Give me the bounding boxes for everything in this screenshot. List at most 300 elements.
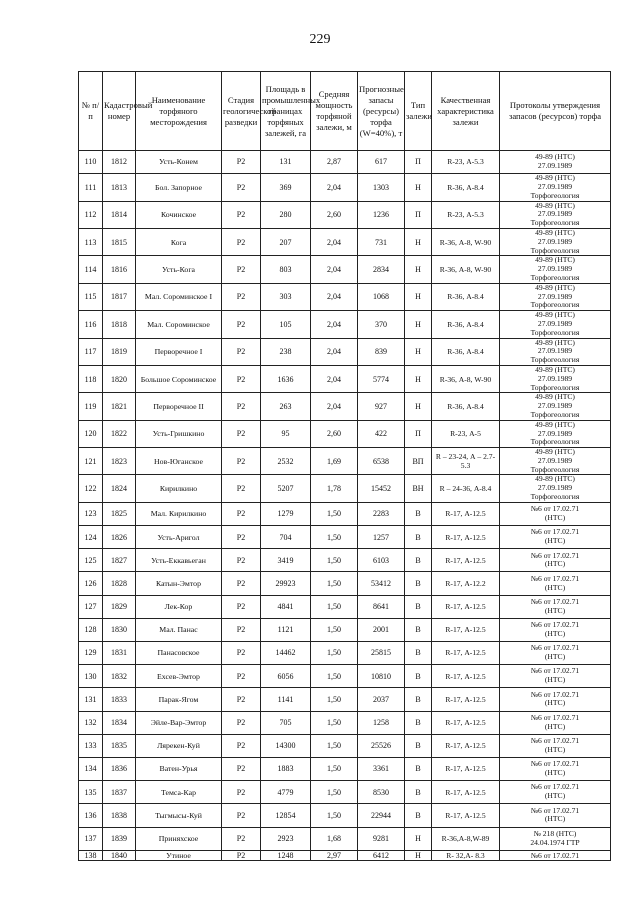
forecast-reserves-cell: 6538 [358,448,405,475]
forecast-reserves-cell: 1258 [358,711,405,734]
quality-characteristic-cell: R-17, А-12.5 [432,665,500,688]
area-cell: 14300 [261,734,311,757]
average-depth-cell: 2,87 [311,151,358,174]
protocol-cell [500,174,611,201]
quality-characteristic-cell: R-17, А-12.5 [432,711,500,734]
protocol-line: №6 от 17.02.71 [530,782,580,792]
protocol-line: Торфогеология [530,492,580,502]
forecast-reserves-cell: 22944 [358,804,405,827]
protocol-cell [500,201,611,228]
table-row [79,734,611,757]
cadastral-number-cell: 1823 [103,448,136,475]
deposit-type-cell: Н [405,393,432,420]
exploration-stage-cell: Р2 [222,804,261,827]
protocol-line: №6 от 17.02.71 [530,573,580,583]
average-depth-cell: 1,50 [311,757,358,780]
row-number-cell: 137 [79,827,103,850]
protocol-cell [500,804,611,827]
average-depth-cell: 1,50 [311,781,358,804]
average-depth-cell: 2,97 [311,850,358,860]
deposit-name-cell: Утиное [136,850,222,860]
protocol-line: Торфогеология [530,382,580,392]
protocol-line: 49-89 (НТС) [535,282,575,292]
deposit-type-cell: В [405,572,432,595]
protocol-line: 27.09.1989 [537,236,573,246]
area-cell: 369 [261,174,311,201]
protocol-line: Торфогеология [530,464,580,474]
table-row [79,781,611,804]
exploration-stage-cell: Р2 [222,549,261,572]
average-depth-cell: 1,50 [311,688,358,711]
protocol-line: 27.09.1989 [537,373,573,383]
protocol-cell [500,781,611,804]
row-number-cell: 110 [79,151,103,174]
table-row [79,711,611,734]
cadastral-number-cell: 1835 [103,734,136,757]
protocol-line: Торфогеология [530,355,580,365]
deposit-type-cell: Н [405,283,432,310]
deposit-type-cell: ВН [405,475,432,502]
cadastral-number-cell: 1832 [103,665,136,688]
exploration-stage-cell: Р2 [222,256,261,283]
exploration-stage-cell: Р2 [222,711,261,734]
forecast-reserves-cell: 5774 [358,365,405,392]
forecast-reserves-cell: 1236 [358,201,405,228]
forecast-reserves-cell: 25815 [358,642,405,665]
table-row [79,502,611,525]
protocol-cell [500,393,611,420]
column-header: Кадастровый номер [103,72,136,151]
protocol-line: 27.09.1989 [537,264,573,274]
deposit-type-cell: Н [405,365,432,392]
row-number-cell: 124 [79,526,103,549]
average-depth-cell: 1,68 [311,827,358,850]
protocol-line: Торфогеология [530,218,580,228]
page-number: 229 [309,32,331,47]
table-row [79,448,611,475]
deposit-name-cell: Перворечное I [136,338,222,365]
protocol-line: 27.09.1989 [537,346,573,356]
table-row [79,256,611,283]
average-depth-cell: 1,50 [311,618,358,641]
row-number-cell: 123 [79,502,103,525]
deposit-type-cell: Н [405,338,432,365]
quality-characteristic-cell: R-23, А-5.3 [432,151,500,174]
protocol-line: 49-89 (НТС) [535,255,575,265]
average-depth-cell: 2,04 [311,174,358,201]
column-header: Прогнозные запасы (ресурсы) торфа (W=40%), т [358,72,405,151]
row-number-cell: 116 [79,311,103,338]
table-row [79,283,611,310]
row-number-cell: 118 [79,365,103,392]
exploration-stage-cell: Р2 [222,572,261,595]
deposit-type-cell: Н [405,827,432,850]
average-depth-cell: 1,50 [311,804,358,827]
protocol-line: 27.09.1989 [537,161,573,171]
cadastral-number-cell: 1827 [103,549,136,572]
deposit-type-cell: В [405,665,432,688]
area-cell: 131 [261,151,311,174]
area-cell: 2532 [261,448,311,475]
protocol-line: (НТС) [544,675,566,685]
deposit-name-cell: Бол. Запорное [136,174,222,201]
exploration-stage-cell: Р2 [222,781,261,804]
protocol-cell [500,151,611,174]
forecast-reserves-cell: 2037 [358,688,405,711]
average-depth-cell: 2,04 [311,393,358,420]
deposit-type-cell: В [405,618,432,641]
quality-characteristic-cell: R-17, А-12.5 [432,642,500,665]
average-depth-cell: 1,50 [311,572,358,595]
protocol-cell [500,502,611,525]
deposit-type-cell: В [405,734,432,757]
quality-characteristic-cell: R-36, А-8.4 [432,393,500,420]
table-row [79,228,611,255]
protocol-cell [500,827,611,850]
cadastral-number-cell: 1821 [103,393,136,420]
quality-characteristic-cell: R-17, А-12.5 [432,549,500,572]
area-cell: 1121 [261,618,311,641]
cadastral-number-cell: 1824 [103,475,136,502]
average-depth-cell: 2,60 [311,420,358,447]
protocol-cell [500,448,611,475]
forecast-reserves-cell: 2001 [358,618,405,641]
deposit-name-cell: Кочинское [136,201,222,228]
protocol-line: №6 от 17.02.71 [530,850,580,860]
protocol-line: №6 от 17.02.71 [530,643,580,653]
average-depth-cell: 2,04 [311,256,358,283]
area-cell: 303 [261,283,311,310]
protocol-line: 49-89 (НТС) [535,392,575,402]
quality-characteristic-cell: R – 24-36, А-8.4 [432,475,500,502]
exploration-stage-cell: Р2 [222,595,261,618]
protocol-line: Торфогеология [530,437,580,447]
row-number-cell: 111 [79,174,103,201]
table-row [79,572,611,595]
protocol-line: №6 от 17.02.71 [530,666,580,676]
protocol-line: 27.09.1989 [537,483,573,493]
protocol-line: (НТС) [544,605,566,615]
row-number-cell: 120 [79,420,103,447]
row-number-cell: 134 [79,757,103,780]
forecast-reserves-cell: 6103 [358,549,405,572]
deposit-name-cell: Лярекен-Куй [136,734,222,757]
row-number-cell: 112 [79,201,103,228]
protocol-line: 27.09.1989 [537,209,573,219]
protocol-line: (НТС) [544,721,566,731]
area-cell: 105 [261,311,311,338]
protocol-cell [500,734,611,757]
table-row [79,393,611,420]
table-row [79,688,611,711]
protocol-cell [500,338,611,365]
table-row [79,549,611,572]
protocol-line: №6 от 17.02.71 [530,550,580,560]
deposit-name-cell: Катын-Эмтор [136,572,222,595]
forecast-reserves-cell: 2283 [358,502,405,525]
exploration-stage-cell: Р2 [222,151,261,174]
cadastral-number-cell: 1834 [103,711,136,734]
deposit-name-cell: Кога [136,228,222,255]
protocol-cell [500,283,611,310]
table-row [79,311,611,338]
table-row [79,420,611,447]
average-depth-cell: 1,50 [311,642,358,665]
deposit-name-cell: Усть-Гришкино [136,420,222,447]
exploration-stage-cell: Р2 [222,526,261,549]
deposit-name-cell: Усть-Аригол [136,526,222,549]
exploration-stage-cell: Р2 [222,502,261,525]
area-cell: 2923 [261,827,311,850]
quality-characteristic-cell: R-17, А-12.5 [432,595,500,618]
area-cell: 4841 [261,595,311,618]
protocol-line: 27.09.1989 [537,455,573,465]
exploration-stage-cell: Р2 [222,642,261,665]
quality-characteristic-cell: R-36, А-8, W-90 [432,228,500,255]
area-cell: 263 [261,393,311,420]
row-number-cell: 135 [79,781,103,804]
average-depth-cell: 1,50 [311,665,358,688]
deposit-type-cell: В [405,549,432,572]
average-depth-cell: 1,78 [311,475,358,502]
column-header: № п/п [79,72,103,151]
area-cell: 1883 [261,757,311,780]
protocol-cell [500,420,611,447]
deposit-type-cell: Н [405,228,432,255]
quality-characteristic-cell: R-23, А-5.3 [432,201,500,228]
row-number-cell: 113 [79,228,103,255]
deposit-name-cell: Мал. Сороминское I [136,283,222,310]
protocol-line: 49-89 (НТС) [535,337,575,347]
average-depth-cell: 2,04 [311,365,358,392]
average-depth-cell: 1,50 [311,502,358,525]
protocol-line: 27.09.1989 [537,318,573,328]
area-cell: 705 [261,711,311,734]
row-number-cell: 136 [79,804,103,827]
table-row [79,365,611,392]
row-number-cell: 128 [79,618,103,641]
forecast-reserves-cell: 8641 [358,595,405,618]
deposit-type-cell: Н [405,850,432,860]
header-row [79,72,611,151]
quality-characteristic-cell: R-36, А-8.4 [432,174,500,201]
forecast-reserves-cell: 1303 [358,174,405,201]
cadastral-number-cell: 1831 [103,642,136,665]
protocol-line: (НТС) [544,791,566,801]
cadastral-number-cell: 1815 [103,228,136,255]
protocol-line: 49-89 (НТС) [535,152,575,162]
cadastral-number-cell: 1813 [103,174,136,201]
protocol-line: 27.09.1989 [537,401,573,411]
quality-characteristic-cell: R- 32,А- 8.3 [432,850,500,860]
protocol-cell [500,665,611,688]
column-header: Наименование торфяного месторождения [136,72,222,151]
cadastral-number-cell: 1820 [103,365,136,392]
deposit-name-cell: Нов-Юганское [136,448,222,475]
quality-characteristic-cell: R-23, А-5 [432,420,500,447]
table-row [79,665,611,688]
protocol-line: (НТС) [544,628,566,638]
area-cell: 207 [261,228,311,255]
deposit-type-cell: В [405,757,432,780]
area-cell: 4779 [261,781,311,804]
deposit-name-cell: Кирилкино [136,475,222,502]
exploration-stage-cell: Р2 [222,734,261,757]
forecast-reserves-cell: 422 [358,420,405,447]
exploration-stage-cell: Р2 [222,475,261,502]
quality-characteristic-cell: R-17, А-12.5 [432,688,500,711]
column-header: Качественная характеристика залежи [432,72,500,151]
protocol-line: Торфогеология [530,272,580,282]
protocol-line: 49-89 (НТС) [535,173,575,183]
forecast-reserves-cell: 3361 [358,757,405,780]
column-header: Стадия геологической разведки [222,72,261,151]
cadastral-number-cell: 1826 [103,526,136,549]
cadastral-number-cell: 1838 [103,804,136,827]
protocol-line: Торфогеология [530,245,580,255]
protocol-line: Торфогеология [530,327,580,337]
protocol-line: №6 от 17.02.71 [530,759,580,769]
table-row [79,526,611,549]
row-number-cell: 127 [79,595,103,618]
exploration-stage-cell: Р2 [222,228,261,255]
exploration-stage-cell: Р2 [222,420,261,447]
cadastral-number-cell: 1812 [103,151,136,174]
protocol-line: 27.09.1989 [537,291,573,301]
area-cell: 6056 [261,665,311,688]
quality-characteristic-cell: R-36, А-8.4 [432,311,500,338]
cadastral-number-cell: 1822 [103,420,136,447]
deposit-type-cell: В [405,642,432,665]
protocol-cell [500,256,611,283]
exploration-stage-cell: Р2 [222,665,261,688]
row-number-cell: 126 [79,572,103,595]
protocol-line: (НТС) [544,512,566,522]
deposit-name-cell: Большое Сороминское [136,365,222,392]
forecast-reserves-cell: 1068 [358,283,405,310]
deposit-name-cell: Ехсев-Эмтор [136,665,222,688]
area-cell: 12854 [261,804,311,827]
area-cell: 29923 [261,572,311,595]
protocol-cell [500,549,611,572]
protocol-line: 49-89 (НТС) [535,310,575,320]
forecast-reserves-cell: 617 [358,151,405,174]
cadastral-number-cell: 1817 [103,283,136,310]
quality-characteristic-cell: R-17, А-12.5 [432,734,500,757]
protocol-line: 49-89 (НТС) [535,419,575,429]
protocol-cell [500,311,611,338]
protocol-line: (НТС) [544,582,566,592]
forecast-reserves-cell: 1257 [358,526,405,549]
quality-characteristic-cell: R-36, А-8, W-90 [432,365,500,392]
protocol-line: Торфогеология [530,190,580,200]
protocol-line: (НТС) [544,814,566,824]
peat-deposits-table [78,71,611,861]
cadastral-number-cell: 1828 [103,572,136,595]
deposit-name-cell: Мал. Сороминское [136,311,222,338]
area-cell: 704 [261,526,311,549]
area-cell: 3419 [261,549,311,572]
deposit-name-cell: Парак-Ягом [136,688,222,711]
deposit-type-cell: ВП [405,448,432,475]
column-header: Площадь в промышленных границах торфяных залежей, га [261,72,311,151]
exploration-stage-cell: Р2 [222,311,261,338]
row-number-cell: 119 [79,393,103,420]
forecast-reserves-cell: 6412 [358,850,405,860]
cadastral-number-cell: 1833 [103,688,136,711]
protocol-line: №6 от 17.02.71 [530,620,580,630]
protocol-cell [500,526,611,549]
protocol-line: (НТС) [544,652,566,662]
deposit-type-cell: В [405,688,432,711]
forecast-reserves-cell: 53412 [358,572,405,595]
protocol-line: 27.09.1989 [537,428,573,438]
forecast-reserves-cell: 2834 [358,256,405,283]
deposit-name-cell: Перворечное II [136,393,222,420]
exploration-stage-cell: Р2 [222,448,261,475]
table-row [79,757,611,780]
forecast-reserves-cell: 10810 [358,665,405,688]
area-cell: 95 [261,420,311,447]
exploration-stage-cell: Р2 [222,338,261,365]
quality-characteristic-cell: R-17, А-12.5 [432,781,500,804]
cadastral-number-cell: 1818 [103,311,136,338]
area-cell: 1636 [261,365,311,392]
protocol-cell [500,618,611,641]
deposit-name-cell: Усть-Конем [136,151,222,174]
deposit-type-cell: П [405,151,432,174]
deposit-type-cell: В [405,711,432,734]
average-depth-cell: 2,04 [311,228,358,255]
deposit-type-cell: В [405,781,432,804]
cadastral-number-cell: 1829 [103,595,136,618]
table-body [79,151,611,861]
deposit-name-cell: Панасовское [136,642,222,665]
protocol-cell [500,475,611,502]
protocol-line: №6 от 17.02.71 [530,504,580,514]
table-row [79,338,611,365]
cadastral-number-cell: 1816 [103,256,136,283]
protocol-cell [500,850,611,860]
table-row [79,827,611,850]
cadastral-number-cell: 1830 [103,618,136,641]
quality-characteristic-cell: R-17, А-12.5 [432,618,500,641]
quality-characteristic-cell: R-36, А-8.4 [432,338,500,365]
protocol-line: (НТС) [544,698,566,708]
area-cell: 803 [261,256,311,283]
average-depth-cell: 1,50 [311,526,358,549]
protocol-cell [500,595,611,618]
cadastral-number-cell: 1840 [103,850,136,860]
deposit-type-cell: Н [405,174,432,201]
area-cell: 5207 [261,475,311,502]
deposit-type-cell: В [405,502,432,525]
area-cell: 1248 [261,850,311,860]
exploration-stage-cell: Р2 [222,283,261,310]
forecast-reserves-cell: 8530 [358,781,405,804]
protocol-cell [500,757,611,780]
forecast-reserves-cell: 9281 [358,827,405,850]
exploration-stage-cell: Р2 [222,201,261,228]
deposit-name-cell: Мал. Панас [136,618,222,641]
table-row [79,475,611,502]
exploration-stage-cell: Р2 [222,618,261,641]
protocol-line: 49-89 (НТС) [535,474,575,484]
column-header: Средняя мощность торфяной залежи, м [311,72,358,151]
table-row [79,595,611,618]
table-row [79,804,611,827]
deposit-type-cell: В [405,595,432,618]
